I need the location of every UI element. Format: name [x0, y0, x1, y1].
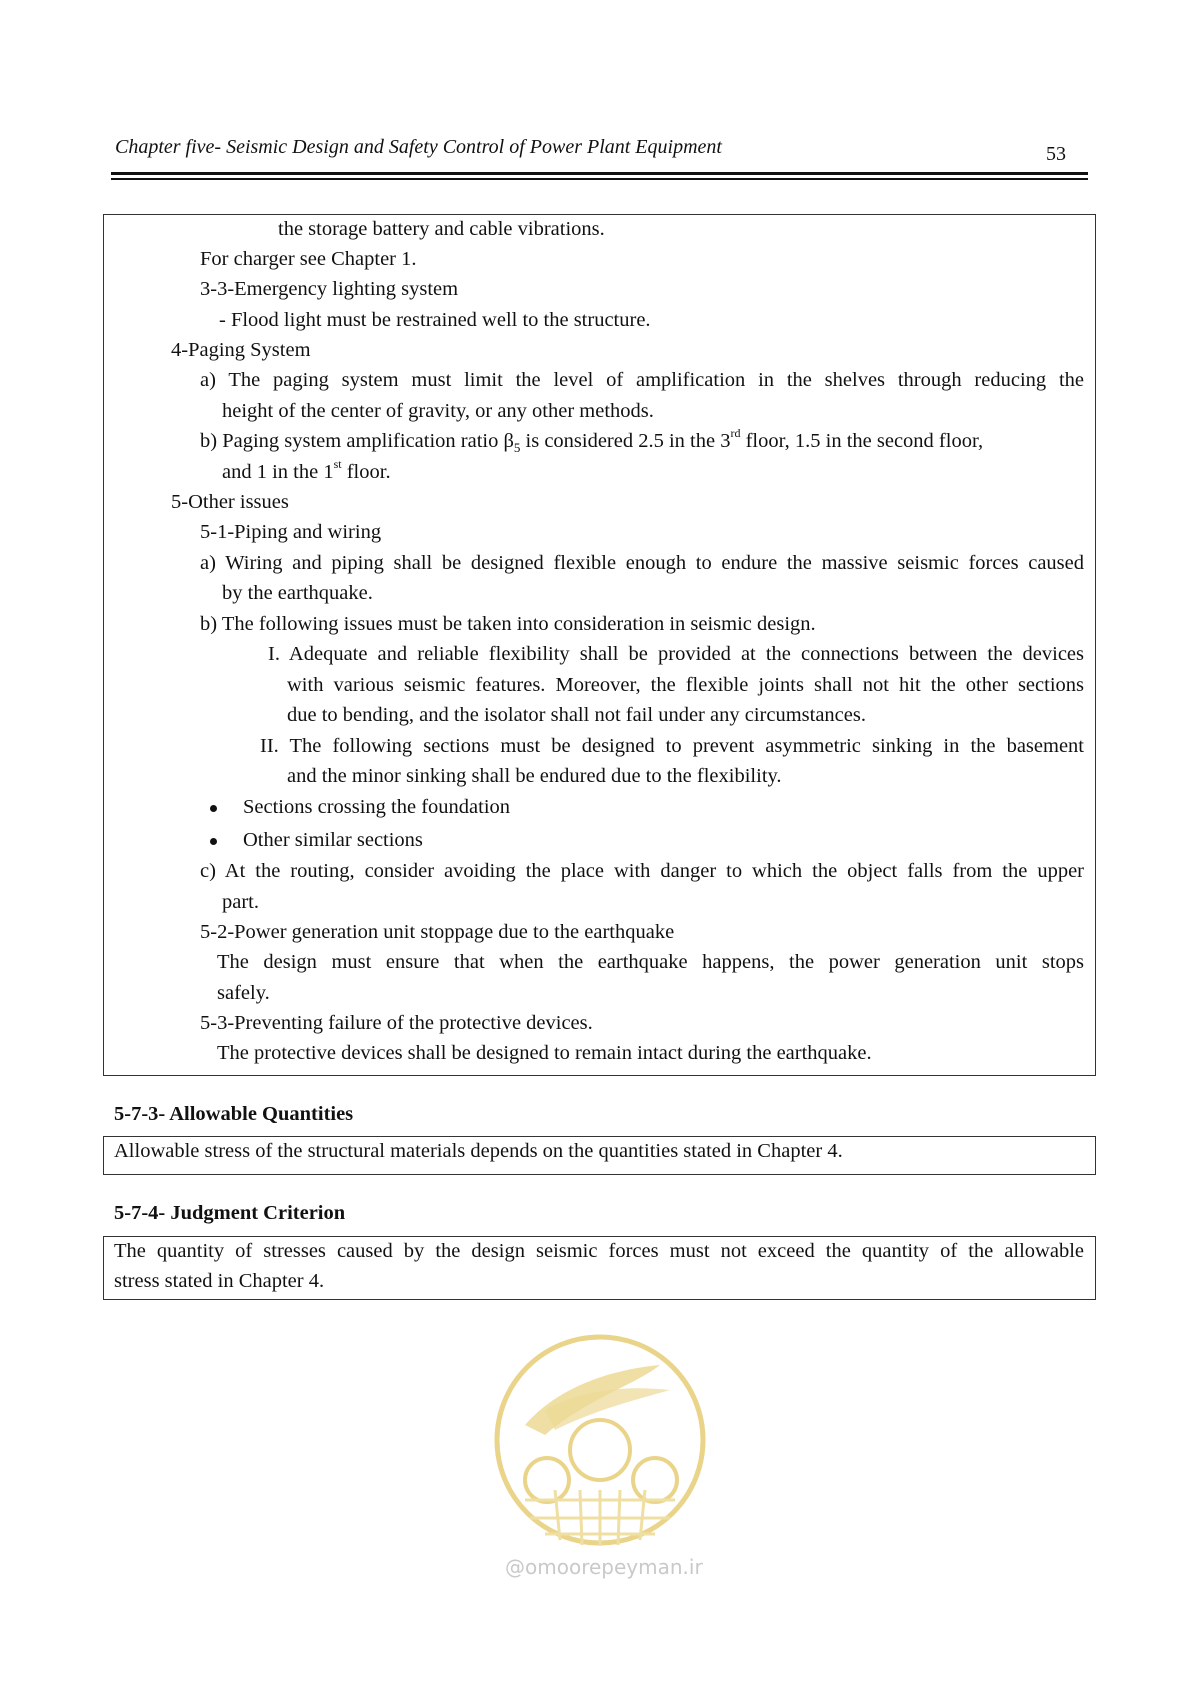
header-rule-thin — [111, 178, 1088, 180]
text-line: The quantity of stresses caused by the design seismic forces must not exceed the quantity of the allowable — [114, 1240, 1084, 1262]
header-rule-thick — [111, 172, 1088, 175]
text-line: a) Wiring and piping shall be designed flexible enough to endure the massive seismic forces caused — [200, 552, 1084, 574]
subsection-heading: 5-1-Piping and wiring — [200, 521, 382, 543]
text-line: a) The paging system must limit the level of amplification in the shelves through reducing the — [200, 369, 1084, 391]
section-heading-5-7-4: 5-7-4- Judgment Criterion — [114, 1202, 346, 1224]
text-line: safely. — [217, 982, 270, 1004]
text-line: and the minor sinking shall be endured due to the flexibility. — [287, 765, 782, 787]
text-fragment: b) Paging system amplification ratio $\beta_5$ is considered 2.5 in the 3rd floor, 1.5 in the second floor, — [200, 426, 984, 456]
bullet-dot — [210, 805, 217, 812]
page-number: 53 — [1046, 143, 1066, 165]
section-heading: 4-Paging System — [171, 339, 311, 361]
section-heading: 5-Other issues — [171, 491, 289, 513]
text-line: by the earthquake. — [222, 582, 373, 604]
text-line: c) At the routing, consider avoiding the place with danger to which the object falls from the upper — [200, 860, 1084, 882]
text-line-beta — [200, 426, 1084, 460]
text-line: part. — [222, 891, 259, 913]
text-line: The protective devices shall be designed to remain intact during the earthquake. — [217, 1042, 872, 1064]
watermark-logo — [485, 1330, 715, 1560]
text-line: For charger see Chapter 1. — [200, 248, 417, 270]
text-line: the storage battery and cable vibrations. — [278, 218, 605, 240]
subsection-heading: 3-3-Emergency lighting system — [200, 278, 459, 300]
text-line: The design must ensure that when the earthquake happens, the power generation unit stops — [217, 951, 1084, 973]
subsection-heading: 5-2-Power generation unit stoppage due to the earthquake — [200, 921, 675, 943]
text-line: with various seismic features. Moreover, the flexible joints shall not hit the other sections — [287, 674, 1084, 696]
bullet-item: Other similar sections — [243, 829, 423, 851]
text-line: - Flood light must be restrained well to the structure. — [219, 309, 651, 331]
watermark-site: @omoorepeyman.ir — [505, 1555, 703, 1579]
text-line: Allowable stress of the structural materials depends on the quantities stated in Chapter 4. — [114, 1140, 843, 1162]
text-line: and 1 in the 1st floor. — [222, 457, 391, 483]
text-line: II. The following sections must be designed to prevent asymmetric sinking in the basement — [260, 735, 1084, 757]
running-header: Chapter five- Seismic Design and Safety Control of Power Plant Equipment — [115, 136, 722, 158]
text-line: I. Adequate and reliable flexibility shall be provided at the connections between the devices — [268, 643, 1084, 665]
text-line: b) The following issues must be taken into consideration in seismic design. — [200, 613, 816, 635]
bullet-item: Sections crossing the foundation — [243, 796, 511, 818]
text-line: height of the center of gravity, or any other methods. — [222, 400, 654, 422]
bullet-dot — [210, 838, 217, 845]
text-line: stress stated in Chapter 4. — [114, 1270, 325, 1292]
text-line: due to bending, and the isolator shall not fail under any circumstances. — [287, 704, 866, 726]
subsection-heading: 5-3-Preventing failure of the protective devices. — [200, 1012, 593, 1034]
section-heading-5-7-3: 5-7-3- Allowable Quantities — [114, 1103, 354, 1125]
